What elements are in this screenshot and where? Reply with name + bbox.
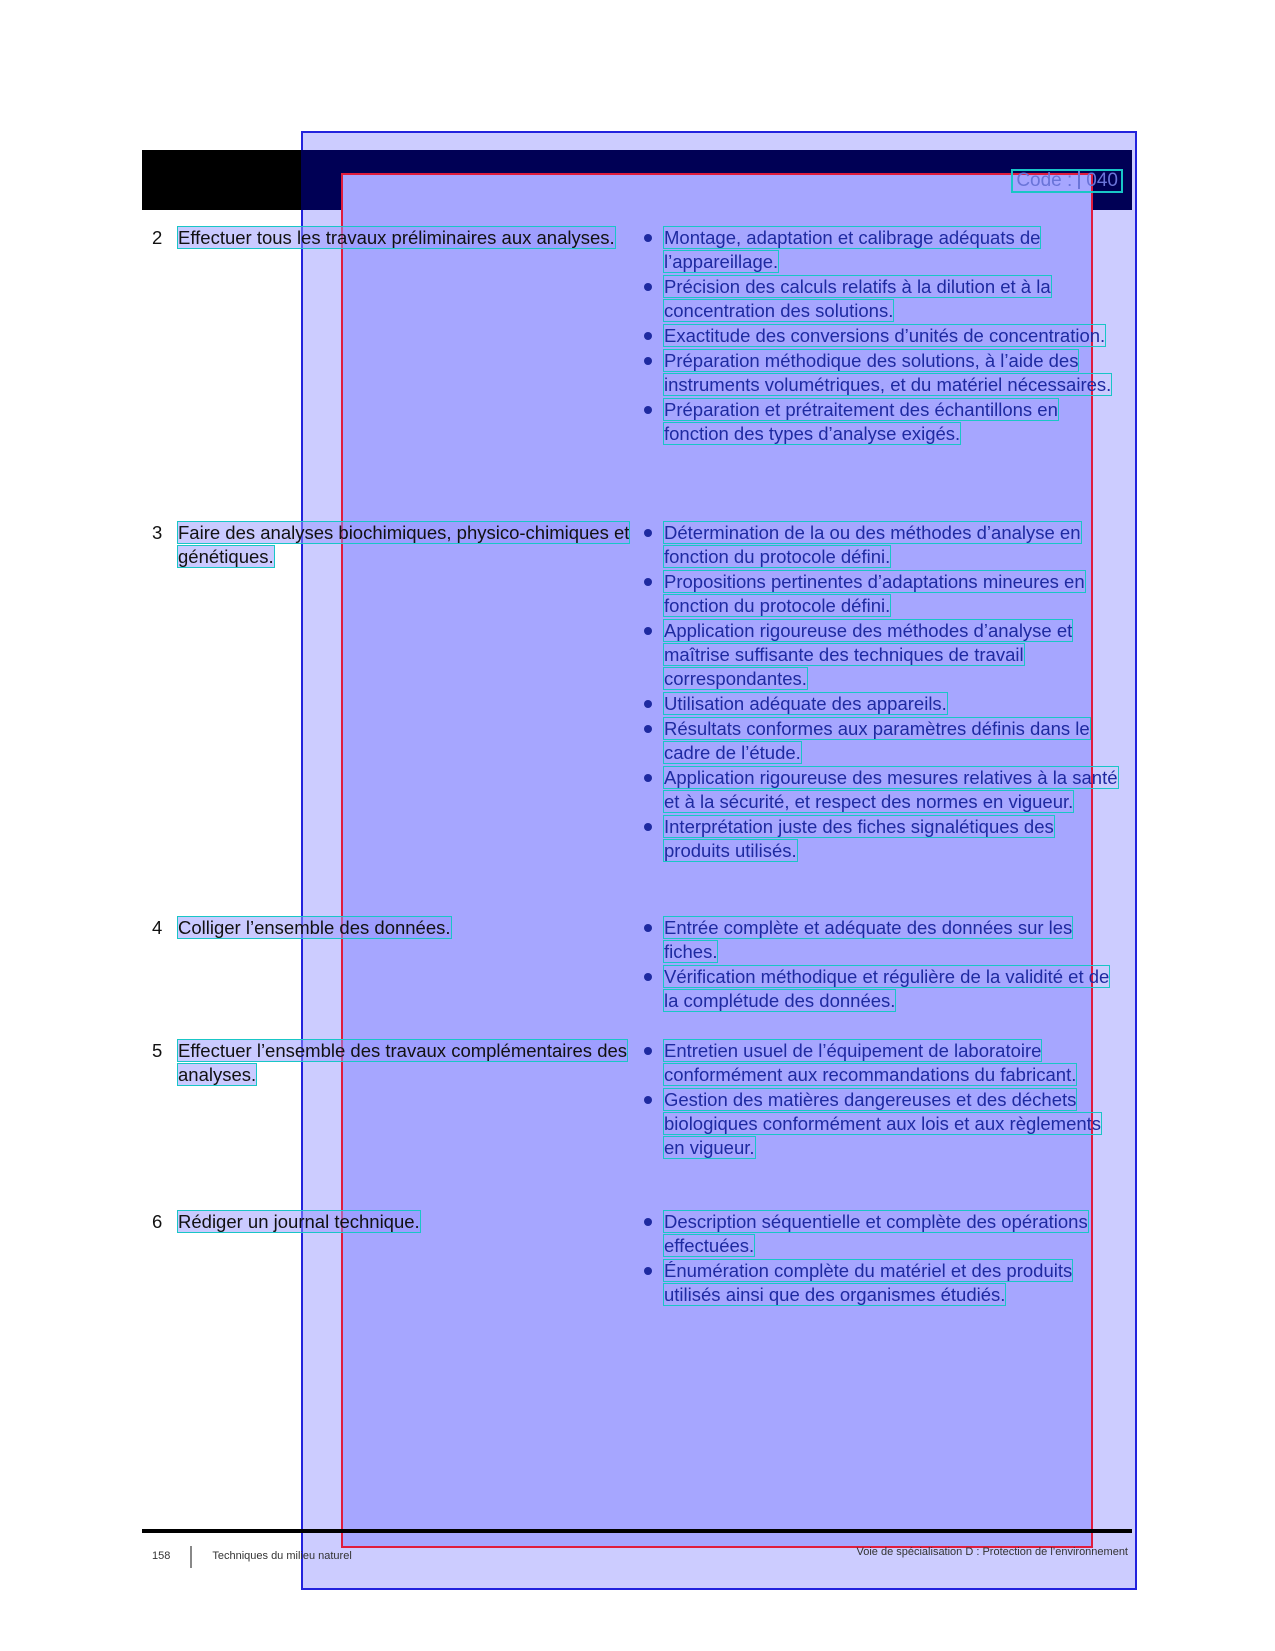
bullet-icon (644, 1047, 652, 1055)
element-text: Effectuer tous les travaux préliminaires aux analyses. (178, 227, 615, 248)
criterion-text: Utilisation adéquate des appareils. (664, 693, 947, 714)
criteria-cell (642, 226, 1120, 447)
element-number: 3 (152, 522, 163, 543)
criterion-text: Vérification méthodique et régulière de la validité et de la complétude des données. (664, 966, 1110, 1011)
criterion-item (642, 521, 1120, 569)
criterion-item (642, 766, 1120, 814)
footer-divider (190, 1546, 192, 1568)
criterion-item (642, 965, 1120, 1013)
criterion-item (642, 692, 1120, 716)
criterion-text: Précision des calculs relatifs à la dilution et à la concentration des solutions. (664, 276, 1051, 321)
element-text: Faire des analyses biochimiques, physico-chimiques et génétiques. (178, 522, 630, 567)
code-value: 040 (1086, 170, 1118, 191)
criterion-text: Résultats conformes aux paramètres définis dans le cadre de l’étude. (664, 718, 1090, 763)
element-cell (152, 1210, 642, 1234)
bullet-icon (644, 1096, 652, 1104)
bullet-icon (644, 725, 652, 733)
footer-right (857, 1546, 1129, 1558)
footer-rule (142, 1529, 1132, 1533)
bullet-icon (644, 1218, 652, 1226)
bullet-icon (644, 357, 652, 365)
criterion-text: Entrée complète et adéquate des données sur les fiches. (664, 917, 1073, 962)
element-number: 4 (152, 917, 163, 938)
code-label: Code : (1016, 170, 1073, 191)
criterion-text: Exactitude des conversions d’unités de concentration. (664, 325, 1106, 346)
criterion-item (642, 1039, 1120, 1087)
bullet-icon (644, 823, 652, 831)
bullet-icon (644, 1267, 652, 1275)
criterion-item (642, 619, 1120, 691)
element-cell (152, 226, 642, 250)
bullet-icon (644, 234, 652, 242)
element-cell (152, 916, 642, 940)
specialization-name: Voie de spécialisation D : Protection de l’environnement (856, 1546, 1128, 1558)
bullet-icon (644, 774, 652, 782)
element-text-wrap (178, 521, 642, 569)
criterion-text: Application rigoureuse des méthodes d’analyse et maîtrise suffisante des techniques de travail correspondantes. (664, 620, 1073, 689)
criterion-item (642, 1210, 1120, 1258)
element-number: 2 (152, 227, 163, 248)
competency-code (1011, 169, 1123, 193)
criteria-cell (642, 521, 1120, 864)
element-text-wrap (178, 1210, 642, 1234)
element-text-wrap (178, 226, 642, 250)
element-cell (152, 1039, 642, 1087)
criterion-text: Entretien usuel de l’équipement de laboratoire conformément aux recommandations du fabricant. (664, 1040, 1077, 1085)
code-separator (1078, 171, 1080, 189)
criterion-text: Propositions pertinentes d’adaptations mineures en fonction du protocole défini. (664, 571, 1085, 616)
criterion-item (642, 398, 1120, 446)
program-name: Techniques du milieu naturel (212, 1550, 352, 1562)
criterion-item (642, 349, 1120, 397)
element-number: 6 (152, 1211, 163, 1232)
bullet-icon (644, 578, 652, 586)
criterion-text: Préparation méthodique des solutions, à l’aide des instruments volumétriques, et du matériel nécessaires. (664, 350, 1112, 395)
criterion-item (642, 275, 1120, 323)
criteria-cell (642, 1039, 1120, 1161)
bullet-icon (644, 973, 652, 981)
criterion-text: Montage, adaptation et calibrage adéquats de l’appareillage. (664, 227, 1041, 272)
criterion-text: Gestion des matières dangereuses et des déchets biologiques conformément aux lois et aux règlements en vigueur. (664, 1089, 1102, 1158)
criterion-text: Détermination de la ou des méthodes d’analyse en fonction du protocole défini. (664, 522, 1081, 567)
criterion-item (642, 570, 1120, 618)
criterion-text: Application rigoureuse des mesures relatives à la santé et à la sécurité, et respect des normes en vigueur. (664, 767, 1118, 812)
criterion-item (642, 1259, 1120, 1307)
criterion-text: Préparation et prétraitement des échantillons en fonction des types d’analyse exigés. (664, 399, 1058, 444)
bullet-icon (644, 406, 652, 414)
bullet-icon (644, 924, 652, 932)
bullet-icon (644, 627, 652, 635)
criterion-item (642, 815, 1120, 863)
element-text: Rédiger un journal technique. (178, 1211, 420, 1232)
criterion-item (642, 324, 1120, 348)
criterion-item (642, 916, 1120, 964)
footer-left (152, 1546, 352, 1562)
page-number: 158 (152, 1550, 171, 1562)
criteria-cell (642, 916, 1120, 1014)
element-number: 5 (152, 1040, 163, 1061)
criterion-text: Interprétation juste des fiches signalétiques des produits utilisés. (664, 816, 1054, 861)
criteria-cell (642, 1210, 1120, 1308)
criterion-text: Description séquentielle et complète des opérations effectuées. (664, 1211, 1088, 1256)
bullet-icon (644, 700, 652, 708)
element-text: Colliger l’ensemble des données. (178, 917, 451, 938)
bullet-icon (644, 283, 652, 291)
criterion-item (642, 717, 1120, 765)
element-text: Effectuer l’ensemble des travaux complémentaires des analyses. (178, 1040, 628, 1085)
element-text-wrap (178, 1039, 642, 1087)
criterion-item (642, 1088, 1120, 1160)
element-cell (152, 521, 642, 569)
criterion-item (642, 226, 1120, 274)
bullet-icon (644, 332, 652, 340)
bullet-icon (644, 529, 652, 537)
criterion-text: Énumération complète du matériel et des produits utilisés ainsi que des organismes étudiés. (664, 1260, 1073, 1305)
element-text-wrap (178, 916, 642, 940)
